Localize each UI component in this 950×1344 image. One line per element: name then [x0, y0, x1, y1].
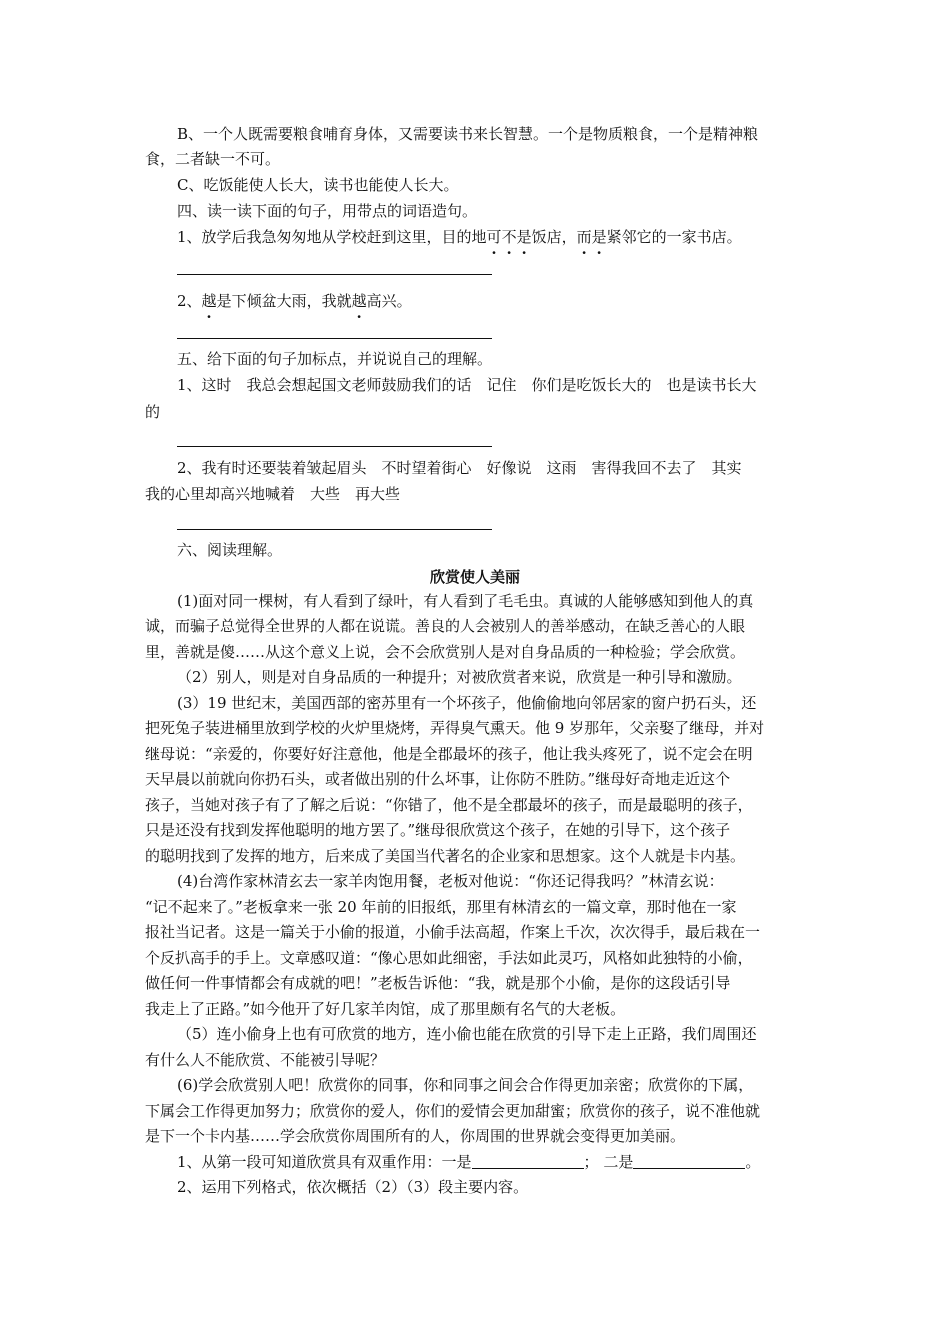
- dotted-char: 不: [501, 228, 517, 246]
- article-line: 孩子，当她对孩子有了了解之后说：“你错了，他不是全郡最坏的孩子，而是最聪明的孩子，: [145, 796, 753, 814]
- article-line: 下属会工作得更加努力；欣赏你的爱人，你们的爱情会更加甜蜜；欣赏你的孩子，说不准他就: [145, 1102, 761, 1120]
- answer-line[interactable]: [177, 529, 492, 530]
- sentence-2-part-a: 2、: [177, 292, 202, 310]
- sentence-1: [177, 226, 810, 248]
- article-line: 的聪明找到了发挥的地方，后来成了美国当代著名的企业家和思想家。这个人就是卡内基。: [145, 847, 746, 865]
- article-line: (4)台湾作家林清玄去一家羊肉饱用餐，老板对他说：“你还记得我吗？”林清玄说：: [177, 872, 724, 890]
- article-line: 继母说：“亲爱的，你要好好注意他，他是全郡最坏的孩子，他让我头疼死了，说不定会在明: [145, 745, 753, 763]
- punctuation-1-line2: 的: [145, 403, 161, 421]
- punctuation-2-line2: 我的心里却高兴地喊着 大些 再大些: [145, 485, 401, 503]
- article-line: 天早晨以前就向你扔石头，或者做出别的什么坏事，让你防不胜防。”继母好奇地走近这个: [145, 770, 731, 788]
- article-line: （2）别人，则是对自身品质的一种提升；对被欣赏者来说，欣赏是一种引导和激励。: [177, 668, 742, 686]
- sentence-2: [177, 290, 810, 312]
- sentence-2-part-c: 高兴。: [366, 292, 412, 310]
- dotted-char: 越: [201, 292, 217, 310]
- punctuation-2-line1: 2、我有时还要装着皱起眉头 不时望着街心 好像说 这雨 害得我回不去了 其实: [177, 459, 742, 477]
- punctuation-1-line1: 1、这时 我总会想起国文老师鼓励我们的话 记住 你们是吃饭长大的 也是读书长大: [177, 376, 757, 394]
- article-title: 欣赏使人美丽: [429, 568, 520, 586]
- article-line: (6)学会欣赏别人吧！欣赏你的同事，你和同事之间会合作得更加亲密；欣赏你的下属，: [177, 1076, 754, 1094]
- question-1-text: 。: [745, 1153, 761, 1171]
- article-line: 里，善就是傻……从这个意义上说，会不会欣赏别人是对自身品质的一种检验；学会欣赏。: [145, 643, 746, 661]
- dotted-char: 可: [486, 228, 502, 246]
- question-1-text: 1、从第一段可知道欣赏具有双重作用：一是: [177, 1153, 472, 1171]
- question-1-text: ； 二是: [583, 1153, 634, 1171]
- sentence-1-part-a: 1、放学后我急匆匆地从学校赶到这里，目的地: [177, 228, 487, 246]
- section-four-heading: 四、读一读下面的句子，用带点的词语造句。: [177, 202, 478, 220]
- article-line: 诚，而骗子总觉得全世界的人都在说谎。善良的人会被别人的善举感动，在缺乏善心的人眼: [145, 617, 746, 635]
- section-five-heading: 五、给下面的句子加标点，并说说自己的理解。: [177, 350, 493, 368]
- dotted-char: 是: [516, 228, 532, 246]
- fill-blank-1[interactable]: [472, 1154, 584, 1169]
- article-line: （5）连小偷身上也有可欣赏的地方，连小偷也能在欣赏的引导下走上正路，我们周围还: [177, 1025, 757, 1043]
- dotted-char: 越: [351, 292, 367, 310]
- sentence-1-part-c: 紧邻它的一家书店。: [606, 228, 742, 246]
- fill-blank-2[interactable]: [633, 1154, 745, 1169]
- article-line: 做任何一件事情都会有成就的吧！”老板告诉他：“我，就是那个小偷，是你的这段话引导: [145, 974, 731, 992]
- article-line: 个反扒高手的手上。文章感叹道：“像心思如此细密，手法如此灵巧，风格如此独特的小偷，: [145, 949, 753, 967]
- article-line: 我走上了正路。”如今他开了好几家羊肉馆，成了那里颇有名气的大老板。: [145, 1000, 626, 1018]
- option-b-line1: B、一个人既需要粮食哺育身体，又需要读书来长智慧。一个是物质粮食，一个是精神粮: [177, 125, 759, 143]
- article-line: 把死兔子装进桶里放到学校的火炉里烧烤，弄得臭气熏天。他 9 岁那年，父亲娶了继母，并对: [145, 719, 765, 737]
- dotted-char: 而: [576, 228, 592, 246]
- article-line: 是下一个卡内基……学会欣赏你周围所有的人，你周围的世界就会变得更加美丽。: [145, 1127, 686, 1145]
- article-line: 只是还没有找到发挥他聪明的地方罢了。”继母很欣赏这个孩子，在她的引导下，这个孩子: [145, 821, 731, 839]
- article-line: 报社当记者。这是一篇关于小偷的报道，小偷手法高超，作案上千次，次次得手，最后栽在一: [145, 923, 761, 941]
- answer-line[interactable]: [177, 338, 492, 339]
- sentence-2-part-b: 是下倾盆大雨，我就: [216, 292, 352, 310]
- question-1: [177, 1151, 810, 1173]
- article-line: 有什么人不能欣赏、不能被引导呢？: [145, 1051, 386, 1069]
- article-line: (3）19 世纪末，美国西部的密苏里有一个坏孩子，他偷偷地向邻居家的窗户扔石头，还: [177, 694, 757, 712]
- article-line: (1)面对同一棵树，有人看到了绿叶，有人看到了毛毛虫。真诚的人能够感知到他人的真: [177, 592, 754, 610]
- section-six-heading: 六、阅读理解。: [177, 541, 283, 559]
- sentence-1-part-b: 饭店，: [531, 228, 577, 246]
- dotted-char: 是: [591, 228, 607, 246]
- answer-line[interactable]: [177, 274, 492, 275]
- option-c: C、吃饭能使人长大，读书也能使人长大。: [177, 176, 459, 194]
- option-b-line2: 食，二者缺一不可。: [145, 150, 281, 168]
- answer-line[interactable]: [177, 446, 492, 447]
- article-line: “记不起来了。”老板拿来一张 20 年前的旧报纸，那里有林清玄的一篇文章，那时他在一家: [145, 898, 737, 916]
- question-2: 2、运用下列格式，依次概括（2）（3）段主要内容。: [177, 1178, 529, 1196]
